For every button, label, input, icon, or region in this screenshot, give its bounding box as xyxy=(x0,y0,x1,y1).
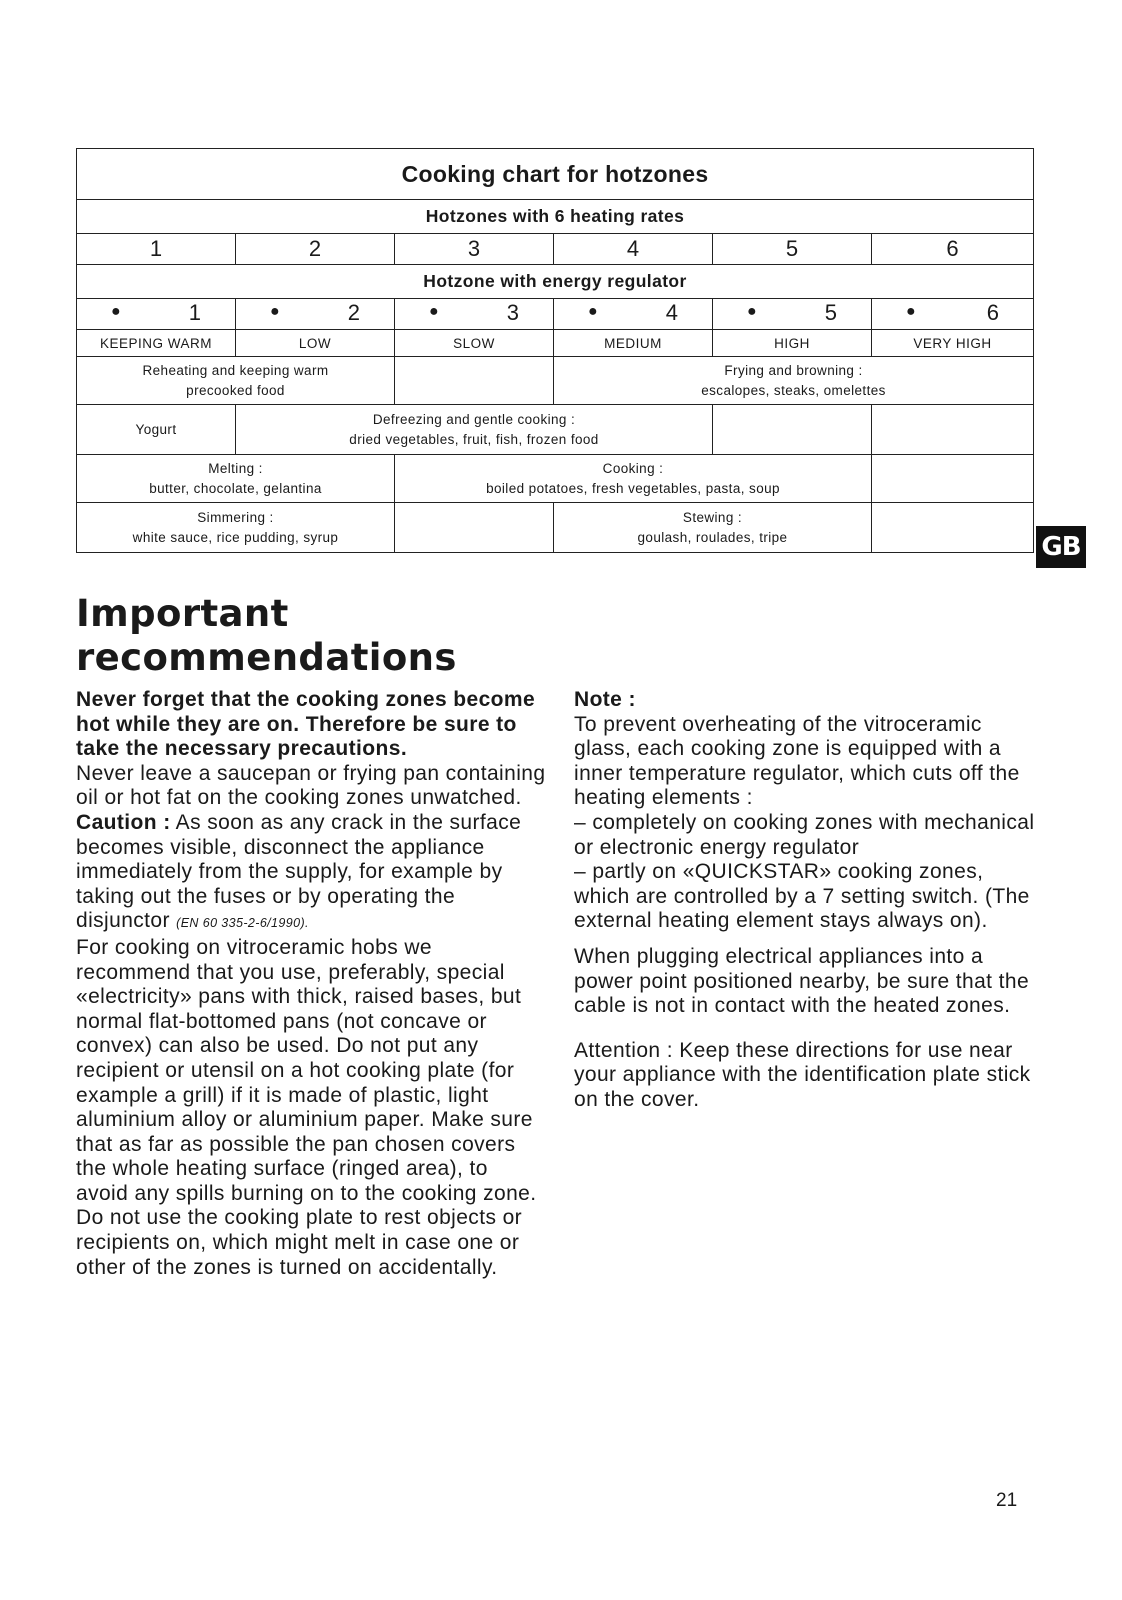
empty-cell xyxy=(872,405,1034,455)
bullet-dot-icon: ● xyxy=(270,303,280,320)
level-cell: HIGH xyxy=(713,330,872,357)
cooking-chart-table xyxy=(76,148,1034,553)
simmering-cell: Simmering : white sauce, rice pudding, syrup xyxy=(77,503,395,553)
bullet-item: – completely on cooking zones with mechanical or electronic energy regulator xyxy=(574,810,1035,859)
caution-paragraph: Caution : As soon as any crack in the surface becomes visible, disconnect the appliance immediately from the supply, for example by taking out the fuses or by operating the disjunctor (EN 60 335-2-6/1990). xyxy=(76,810,522,933)
note-label: Note : xyxy=(574,688,636,711)
empty-cell xyxy=(713,405,872,455)
bullet-dot-icon: ● xyxy=(906,303,916,320)
six-rates-heading: Hotzones with 6 heating rates xyxy=(77,200,1034,234)
bullet-dot-icon: ● xyxy=(747,303,757,320)
bullet-dot-icon: ● xyxy=(429,303,439,320)
note-text: To prevent overheating of the vitroceramic glass, each cooking zone is equipped with a inner temperature regulator, which cuts off the heating elements : xyxy=(574,712,1020,810)
level-cell: VERY HIGH xyxy=(872,330,1034,357)
rate-cell: 1 xyxy=(77,234,236,265)
bullet-item: – partly on «QUICKSTAR» cooking zones, which are controlled by a 7 setting switch. (The external heating element stays always on). xyxy=(574,860,1030,933)
regulator-rate-cell: ● 1 xyxy=(77,299,236,330)
empty-cell xyxy=(872,455,1034,503)
regulator-rate-cell: ● 4 xyxy=(554,299,713,330)
rate-cell: 2 xyxy=(236,234,395,265)
level-cell: SLOW xyxy=(395,330,554,357)
paragraph: When plugging electrical appliances into a power point positioned nearby, be sure that the cable is not in contact with the heated zones. xyxy=(574,944,1030,1018)
frying-cell: Frying and browning : escalopes, steaks, omelettes xyxy=(554,357,1034,405)
empty-cell xyxy=(872,503,1034,553)
heading-line: recommendations xyxy=(76,636,457,679)
empty-cell xyxy=(395,503,554,553)
page-number: 21 xyxy=(996,1490,1018,1511)
regulator-rate-cell: ● 5 xyxy=(713,299,872,330)
heading-line: Important xyxy=(76,592,289,635)
left-column xyxy=(76,688,546,1280)
language-badge-gb: GB xyxy=(1036,526,1086,568)
regulator-rate-cell: ● 3 xyxy=(395,299,554,330)
attention-paragraph: Attention : Keep these directions for use near your appliance with the identification plate stick on the cover. xyxy=(574,1038,1031,1111)
rate-cell: 3 xyxy=(395,234,554,265)
standard-reference: (EN 60 335-2-6/1990). xyxy=(176,916,309,931)
level-cell: LOW xyxy=(236,330,395,357)
defreezing-cell: Defreezing and gentle cooking : dried vegetables, fruit, fish, frozen food xyxy=(236,405,713,455)
bullet-dot-icon: ● xyxy=(111,303,121,320)
yogurt-cell: Yogurt xyxy=(77,405,236,455)
level-cell: KEEPING WARM xyxy=(77,330,236,357)
regulator-rate-cell: ● 6 xyxy=(872,299,1034,330)
paragraph: For cooking on vitroceramic hobs we recommend that you use, preferably, special «electricity» pans with thick, raised bases, but normal flat-bottomed pans (not concave or convex) can also be used. Do not put any recipient or utensil on a hot cooking plate (for example a grill) if it is made of plastic, light aluminium alloy or aluminium paper. Make sure that as far as possible the pan chosen covers the whole heating surface (ringed area), to avoid any spills burning on to the cooking zone. xyxy=(76,935,537,1205)
right-column xyxy=(574,688,1044,1113)
rate-cell: 5 xyxy=(713,234,872,265)
rate-cell: 4 xyxy=(554,234,713,265)
warning-text: Never forget that the cooking zones become hot while they are on. Therefore be sure to take the necessary precautions. xyxy=(76,688,536,761)
cooking-cell: Cooking : boiled potatoes, fresh vegetables, pasta, soup xyxy=(395,455,872,503)
regulator-heading: Hotzone with energy regulator xyxy=(77,265,1034,299)
rate-cell: 6 xyxy=(872,234,1034,265)
empty-cell xyxy=(395,357,554,405)
melting-cell: Melting : butter, chocolate, gelantina xyxy=(77,455,395,503)
level-cell: MEDIUM xyxy=(554,330,713,357)
caution-label: Caution : xyxy=(76,810,171,834)
paragraph: Never leave a saucepan or frying pan containing oil or hot fat on the cooking zones unwatched. xyxy=(76,761,546,810)
section-heading xyxy=(76,592,457,680)
reheating-cell: Reheating and keeping warm precooked food xyxy=(77,357,395,405)
bullet-dot-icon: ● xyxy=(588,303,598,320)
regulator-rate-cell: ● 2 xyxy=(236,299,395,330)
stewing-cell: Stewing : goulash, roulades, tripe xyxy=(554,503,872,553)
paragraph: Do not use the cooking plate to rest objects or recipients on, which might melt in case one or other of the zones is turned on accidentally. xyxy=(76,1206,523,1279)
chart-title: Cooking chart for hotzones xyxy=(77,149,1034,200)
